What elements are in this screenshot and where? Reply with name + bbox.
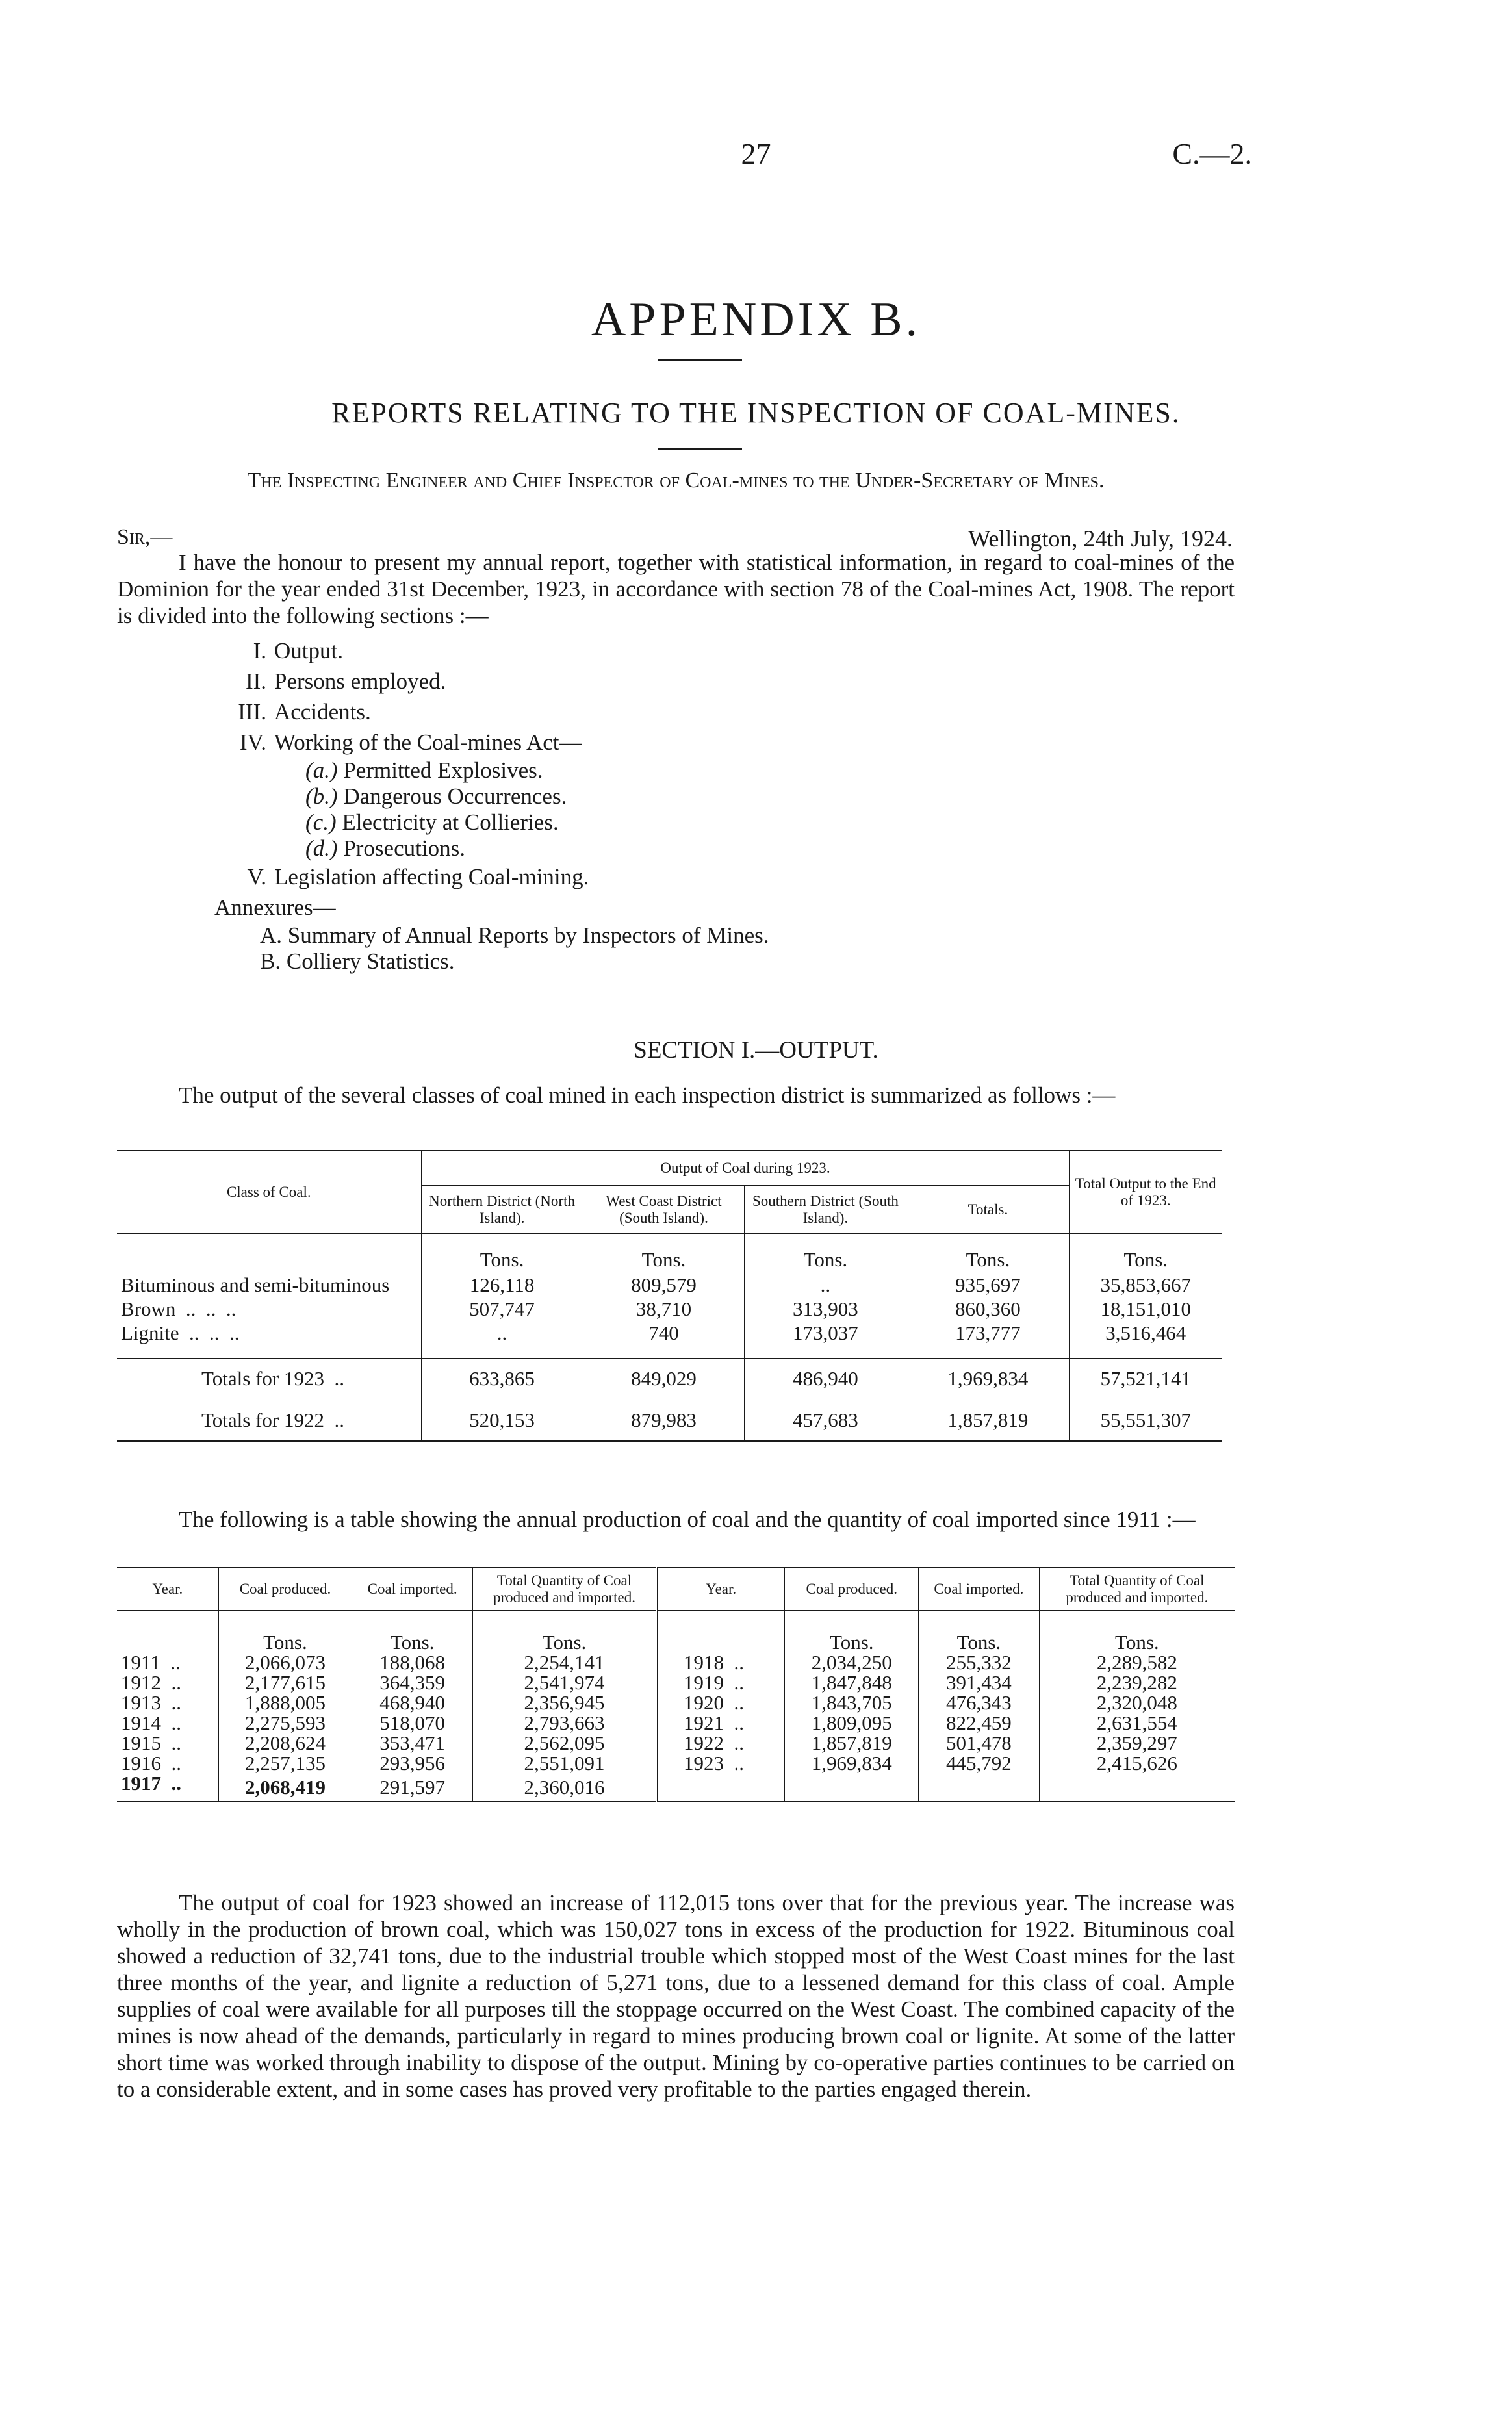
row-label: Brown .. .. .. — [121, 1298, 237, 1320]
table-cell: 293,956 — [352, 1753, 473, 1773]
column-header-produced: Coal produced. — [785, 1568, 919, 1611]
units-label: Tons. — [906, 1234, 1070, 1273]
row-label: Totals for 1923 .. — [201, 1367, 344, 1390]
table-cell: 2,275,593 — [218, 1713, 352, 1733]
table-cell: 1,857,819 — [785, 1733, 919, 1753]
table-cell: 2,208,624 — [218, 1733, 352, 1753]
year-cell: 1919 .. — [657, 1672, 785, 1693]
table-cell: 255,332 — [919, 1652, 1040, 1672]
table-cell: 126,118 — [421, 1273, 583, 1297]
table-cell: 1,969,834 — [906, 1358, 1070, 1400]
table-cell: 2,359,297 — [1039, 1733, 1235, 1753]
section-heading: SECTION I.—OUTPUT. — [634, 1037, 878, 1064]
table-cell: 507,747 — [421, 1297, 583, 1321]
table-cell: 1,843,705 — [785, 1693, 919, 1713]
units-label: Tons. — [1070, 1234, 1222, 1273]
list-item — [221, 862, 769, 892]
output-table — [117, 1150, 1222, 1442]
document-reference: C.—2. — [1172, 137, 1252, 170]
table-cell: 518,070 — [352, 1713, 473, 1733]
table-cell: 2,631,554 — [1039, 1713, 1235, 1733]
column-header-group: Output of Coal during 1923. — [421, 1151, 1070, 1186]
table-row — [117, 1713, 1235, 1733]
column-header-year: Year. — [152, 1581, 183, 1597]
divider-rule — [658, 448, 742, 450]
units-label: Tons. — [583, 1234, 745, 1273]
list-item-label: Summary of Annual Reports by Inspectors of Mines. — [287, 923, 769, 948]
table-row — [117, 1400, 1222, 1441]
list-item — [221, 784, 769, 810]
units-label: Tons. — [421, 1234, 583, 1273]
list-item-label: Accidents. — [274, 699, 371, 724]
table-cell: 2,239,282 — [1039, 1672, 1235, 1693]
main-title: REPORTS RELATING TO THE INSPECTION OF COAL-MINES. — [331, 397, 1181, 429]
year-cell: 1914 .. — [121, 1711, 181, 1734]
table-row — [117, 1297, 1222, 1321]
place-date: Wellington, 24th July, 1924. — [968, 526, 1233, 552]
table-cell: 501,478 — [919, 1733, 1040, 1753]
row-label: Bituminous and semi-bituminous — [121, 1273, 390, 1296]
list-item-label: Colliery Statistics. — [286, 949, 455, 974]
table-cell: 2,793,663 — [472, 1713, 656, 1733]
table-cell: 291,597 — [352, 1773, 473, 1802]
year-cell: 1915 .. — [121, 1731, 181, 1754]
list-item — [221, 810, 769, 836]
list-item-number: I. — [253, 638, 266, 663]
salutation-from: The Inspecting Engineer and Chief Inspector of Coal-mines to the Under-Secretary of Mines. — [247, 468, 1105, 492]
table-cell: 476,343 — [919, 1693, 1040, 1713]
row-label: Lignite .. .. .. — [121, 1322, 240, 1344]
column-header-totals: Totals. — [906, 1186, 1070, 1234]
list-item-number: V. — [247, 864, 266, 889]
table-cell: 2,034,250 — [785, 1652, 919, 1672]
list-item-number: (d.) — [305, 836, 338, 861]
list-item-number: IV. — [239, 730, 266, 755]
table-cell: 2,562,095 — [472, 1733, 656, 1753]
table-cell: 391,434 — [919, 1672, 1040, 1693]
divider-rule — [658, 359, 742, 361]
table-row — [117, 1652, 1235, 1672]
table-cell: 740 — [583, 1321, 745, 1345]
table-cell: 2,257,135 — [218, 1753, 352, 1773]
column-header-northern: Northern District (North Island). — [421, 1186, 583, 1234]
units-label: Tons. — [785, 1611, 919, 1652]
table-cell: 1,809,095 — [785, 1713, 919, 1733]
table-cell: 353,471 — [352, 1733, 473, 1753]
table-cell: 2,289,582 — [1039, 1652, 1235, 1672]
table-cell: 173,037 — [745, 1321, 906, 1345]
year-cell: 1916 .. — [121, 1751, 181, 1774]
list-item — [221, 635, 769, 666]
list-item-number: A. — [260, 923, 283, 948]
column-header-southern: Southern District (South Island). — [745, 1186, 906, 1234]
table-cell: 520,153 — [421, 1400, 583, 1441]
units-label: Tons. — [745, 1234, 906, 1273]
table-row — [117, 1358, 1222, 1400]
table-cell: 1,888,005 — [218, 1693, 352, 1713]
table-cell: 35,853,667 — [1070, 1273, 1222, 1297]
list-item-number: (a.) — [305, 758, 338, 783]
table-row — [117, 1753, 1235, 1773]
column-header-imported: Coal imported. — [919, 1568, 1040, 1611]
list-item-label: Prosecutions. — [343, 836, 465, 861]
table-cell: 486,940 — [745, 1358, 906, 1400]
table-cell: 2,415,626 — [1039, 1753, 1235, 1773]
year-cell: 1920 .. — [657, 1693, 785, 1713]
page-number: 27 — [741, 137, 771, 170]
list-item — [221, 697, 769, 727]
list-item-label: Electricity at Collieries. — [342, 810, 559, 835]
table-cell: 879,983 — [583, 1400, 745, 1441]
list-item-label: Annexures— — [214, 895, 336, 920]
row-label: Totals for 1922 .. — [201, 1408, 344, 1431]
table-cell: 3,516,464 — [1070, 1321, 1222, 1345]
intro-paragraph: I have the honour to present my annual report, together with statistical information, in regard to coal-mines of the Dominion for the year ended 31st December, 1923, in accordance with section 78 of the Coal-mines Act, 1908. The report is divided into the following sections :— — [117, 550, 1235, 628]
closing-paragraph: The output of coal for 1923 showed an increase of 112,015 tons over that for the previous year. The increase was wholly in the production of brown coal, which was 150,027 tons in excess of the production for 1922. Bituminous coal showed a reduction of 32,741 tons, due to the industrial trouble which stopped most of the West Coast mines for the last three months of the year, and lignite a reduction of 5,271 tons, due to a lessened demand for this class of coal. Ample supplies of coal were available for all purposes till the stoppage occurred on the West Coast. The combined capacity of the mines is now ahead of the demands, particularly in regard to mines producing brown coal or lignite. At some of the latter short time was worked through inability to dispose of the output. Mining by co-operative parties continues to be carried on to a considerable extent, and in some cases has proved very profitable to the parties engaged therein. — [117, 1890, 1235, 2102]
output-intro: The output of the several classes of coal mined in each inspection district is summarized as follows :— — [179, 1082, 1116, 1108]
units-label: Tons. — [218, 1611, 352, 1652]
table-cell: 1,969,834 — [785, 1753, 919, 1773]
table-cell: 2,254,141 — [472, 1652, 656, 1672]
list-item — [221, 923, 769, 949]
year-cell: 1911 .. — [121, 1650, 181, 1674]
table-cell: 2,066,073 — [218, 1652, 352, 1672]
appendix-title: APPENDIX B. — [591, 293, 921, 346]
table-cell: 809,579 — [583, 1273, 745, 1297]
column-header-imported: Coal imported. — [352, 1568, 473, 1611]
column-header-west-coast: West Coast District (South Island). — [583, 1186, 745, 1234]
year-cell: 1922 .. — [657, 1733, 785, 1753]
table-cell: 468,940 — [352, 1693, 473, 1713]
table-cell: 2,177,615 — [218, 1672, 352, 1693]
table-cell: 38,710 — [583, 1297, 745, 1321]
table-row — [117, 1672, 1235, 1693]
table-cell: 860,360 — [906, 1297, 1070, 1321]
list-item — [221, 666, 769, 697]
table-cell: 364,359 — [352, 1672, 473, 1693]
table-row — [117, 1773, 1235, 1802]
table-cell: 2,320,048 — [1039, 1693, 1235, 1713]
list-item-number: (c.) — [305, 810, 337, 835]
table-cell: 1,847,848 — [785, 1672, 919, 1693]
table-cell: 633,865 — [421, 1358, 583, 1400]
table-cell: 18,151,010 — [1070, 1297, 1222, 1321]
table-cell: 313,903 — [745, 1297, 906, 1321]
list-item-label: Permitted Explosives. — [343, 758, 543, 783]
section-list — [214, 635, 769, 975]
column-header-total: Total Quantity of Coal produced and imported. — [472, 1568, 656, 1611]
year-cell: 1917 .. — [121, 1771, 181, 1795]
list-item-label: Working of the Coal-mines Act— — [274, 730, 582, 755]
list-item-label: Legislation affecting Coal-mining. — [274, 864, 589, 889]
table-cell: .. — [745, 1273, 906, 1297]
year-cell: 1918 .. — [657, 1652, 785, 1672]
table-cell: 457,683 — [745, 1400, 906, 1441]
list-item-number: II. — [245, 669, 266, 694]
table-cell — [117, 1234, 421, 1273]
table-cell: 849,029 — [583, 1358, 745, 1400]
list-item-label: Persons employed. — [274, 669, 446, 694]
table-cell: 2,551,091 — [472, 1753, 656, 1773]
table-cell: .. — [421, 1321, 583, 1345]
table-cell: 1,857,819 — [906, 1400, 1070, 1441]
table-cell: 2,360,016 — [472, 1773, 656, 1802]
table-cell: 188,068 — [352, 1652, 473, 1672]
annual-table — [117, 1567, 1235, 1802]
list-item — [221, 836, 769, 862]
column-header-year: Year. — [657, 1568, 785, 1611]
list-item — [221, 727, 769, 758]
list-item — [214, 892, 769, 923]
list-item-number: (b.) — [305, 784, 338, 809]
annual-intro: The following is a table showing the annual production of coal and the quantity of coal imported since 1911 :— — [179, 1507, 1196, 1532]
table-row — [117, 1273, 1222, 1297]
list-item-number: III. — [238, 699, 266, 724]
year-cell: 1923 .. — [657, 1753, 785, 1773]
year-cell: 1912 .. — [121, 1670, 181, 1694]
table-cell: 445,792 — [919, 1753, 1040, 1773]
list-item-label: Dangerous Occurrences. — [343, 784, 567, 809]
list-item — [221, 949, 769, 975]
table-cell: 55,551,307 — [1070, 1400, 1222, 1441]
table-cell: 2,541,974 — [472, 1672, 656, 1693]
list-item-number: B. — [260, 949, 281, 974]
units-label: Tons. — [472, 1611, 656, 1652]
table-row — [117, 1693, 1235, 1713]
table-cell: 173,777 — [906, 1321, 1070, 1345]
salutation-sir: Sir,— — [117, 525, 173, 549]
units-label: Tons. — [352, 1611, 473, 1652]
year-cell: 1921 .. — [657, 1713, 785, 1733]
column-header-produced: Coal produced. — [218, 1568, 352, 1611]
table-cell: 2,356,945 — [472, 1693, 656, 1713]
units-label: Tons. — [1039, 1611, 1235, 1652]
column-header-total-output: Total Output to the End of 1923. — [1070, 1151, 1222, 1234]
table-cell: 57,521,141 — [1070, 1358, 1222, 1400]
column-header-class: Class of Coal. — [117, 1151, 421, 1234]
table-cell: 822,459 — [919, 1713, 1040, 1733]
table-row — [117, 1733, 1235, 1753]
table-cell: 2,068,419 — [218, 1773, 352, 1802]
table-cell: 935,697 — [906, 1273, 1070, 1297]
column-header-total: Total Quantity of Coal produced and imported. — [1039, 1568, 1235, 1611]
table-row — [117, 1321, 1222, 1345]
units-label: Tons. — [919, 1611, 1040, 1652]
year-cell: 1913 .. — [121, 1691, 181, 1714]
list-item-label: Output. — [274, 638, 343, 663]
list-item — [221, 758, 769, 784]
